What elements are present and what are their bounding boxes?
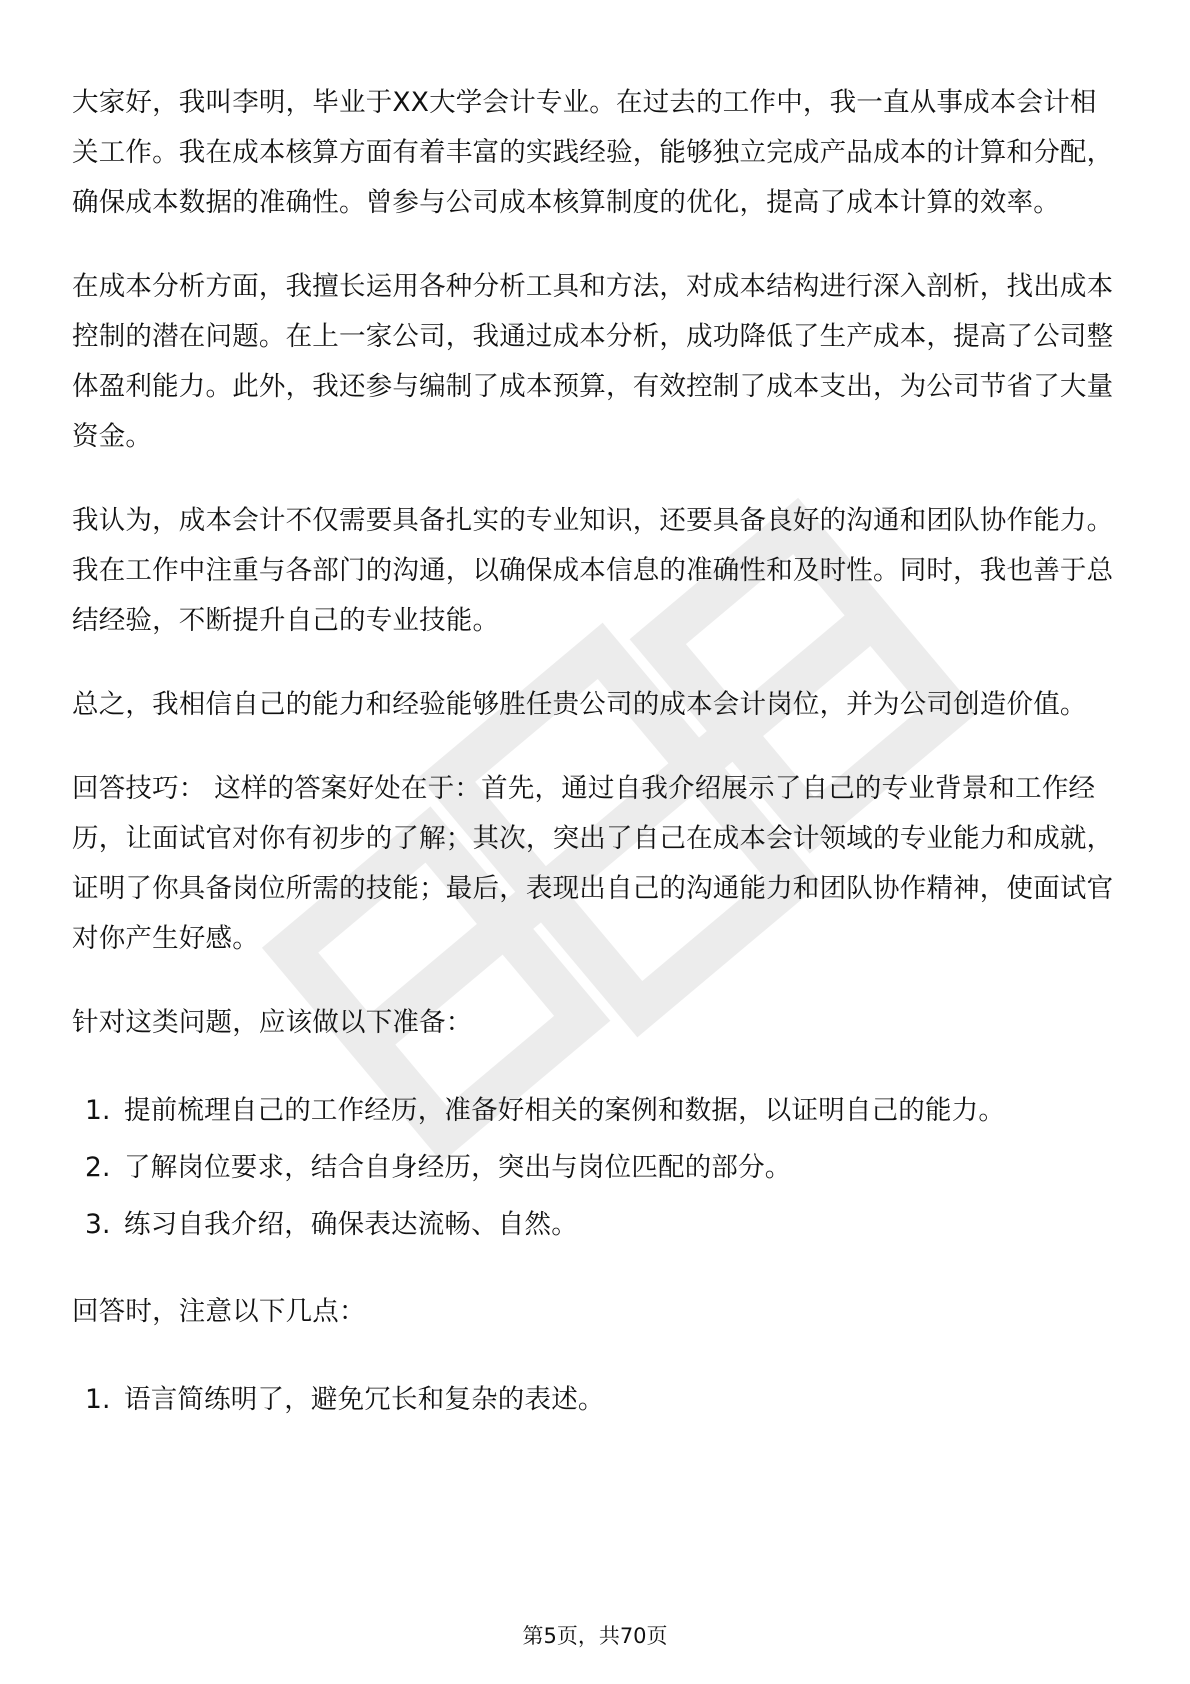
list-item [72, 1371, 1122, 1428]
document-body [72, 78, 1122, 1462]
paragraph-conclusion: 总之，我相信自己的能力和经验能够胜任贵公司的成本会计岗位，并为公司创造价值。 [72, 689, 1087, 720]
paragraph-answer-tips: 回答技巧： 这样的答案好处在于：首先，通过自我介绍展示了自己的专业背景和工作经历，让面试官对你有初步的了解；其次，突出了自己在成本会计领域的专业能力和成就，证明了你具备岗位所需的技能；最后，表现出自己的沟通能力和团队协作精神，使面试官对你产生好感。 [72, 773, 1114, 954]
list-item [72, 1082, 1122, 1139]
list-number: 3. [85, 1209, 111, 1240]
paragraph-answer-heading: 回答时，注意以下几点： [72, 1296, 366, 1327]
list-text: 提前梳理自己的工作经历，准备好相关的案例和数据，以证明自己的能力。 [124, 1095, 1006, 1126]
list-number: 1. [85, 1095, 111, 1126]
answer-list [72, 1371, 1122, 1428]
paragraph-communication: 我认为，成本会计不仅需要具备扎实的专业知识，还要具备良好的沟通和团队协作能力。我在工作中注重与各部门的沟通，以确保成本信息的准确性和及时性。同时，我也善于总结经验，不断提升自己的专业技能。 [72, 505, 1114, 636]
list-item [72, 1139, 1122, 1196]
list-item [72, 1196, 1122, 1253]
paragraph-intro: 大家好，我叫李明，毕业于XX大学会计专业。在过去的工作中，我一直从事成本会计相关工作。我在成本核算方面有着丰富的实践经验，能够独立完成产品成本的计算和分配，确保成本数据的准确性。曾参与公司成本核算制度的优化，提高了成本计算的效率。 [72, 87, 1114, 218]
list-text: 语言简练明了，避免冗长和复杂的表述。 [124, 1384, 605, 1415]
list-text: 了解岗位要求，结合自身经历，突出与岗位匹配的部分。 [124, 1152, 792, 1183]
page-footer: 第5页，共70页 [522, 1624, 668, 1648]
list-number: 1. [85, 1384, 111, 1415]
prep-list [72, 1082, 1122, 1253]
paragraph-cost-analysis: 在成本分析方面，我擅长运用各种分析工具和方法，对成本结构进行深入剖析，找出成本控制的潜在问题。在上一家公司，我通过成本分析，成功降低了生产成本，提高了公司整体盈利能力。此外，我还参与编制了成本预算，有效控制了成本支出，为公司节省了大量资金。 [72, 271, 1114, 452]
paragraph-prep-heading: 针对这类问题，应该做以下准备： [72, 1007, 473, 1038]
list-text: 练习自我介绍，确保表达流畅、自然。 [124, 1209, 578, 1240]
list-number: 2. [85, 1152, 111, 1183]
